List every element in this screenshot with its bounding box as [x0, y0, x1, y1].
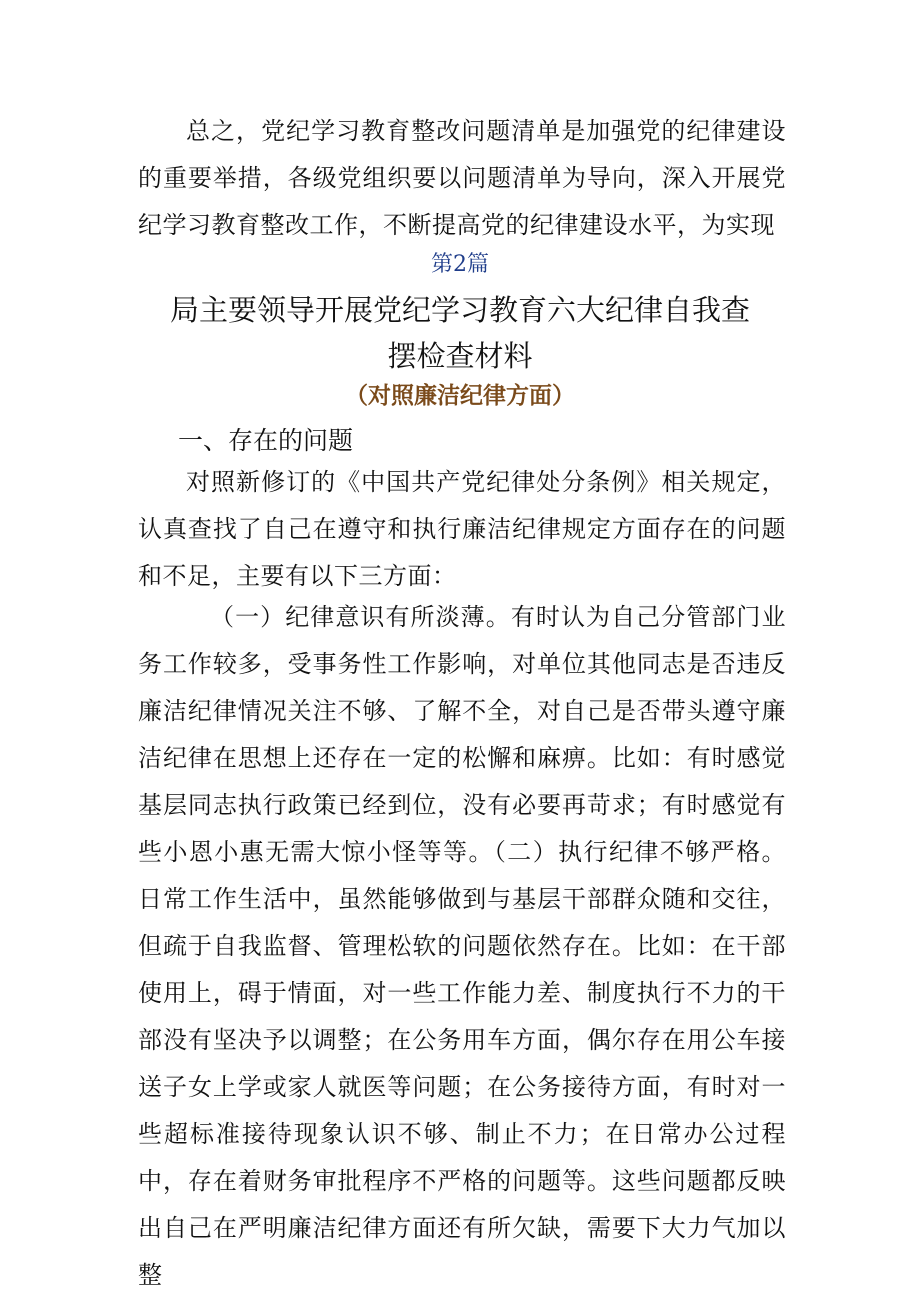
- body-paragraph-2: （一）纪律意识有所淡薄。有时认为自己分管部门业务工作较多，受事务性工作影响，对单位其他同志是否违反廉洁纪律情况关注不够、了解不全，对自己是否带头遵守廉洁纪律在思想上还存在一定的松懈和麻痹。比如：有时感觉基层同志执行政策已经到位，没有必要再苛求；有时感觉有些小恩小惠无需大惊小怪等等。（二）执行纪律不够严格。日常工作生活中，虽然能够做到与基层干部群众随和交往，但疏于自我监督、管理松软的问题依然存在。比如：在干部使用上，碍于情面，对一些工作能力差、制度执行不力的干部没有坚决予以调整；在公务用车方面，偶尔存在用公车接送子女上学或家人就医等问题；在公务接待方面，有时对一些超标准接待现象认识不够、制止不力；在日常办公过程中，存在着财务审批程序不严格的问题等。这些问题都反映出自己在严明廉洁纪律方面还有所欠缺，需要下大力气加以整: [138, 603, 786, 1289]
- intro-paragraph: 总之，党纪学习教育整改问题清单是加强党的纪律建设的重要举措，各级党组织要以问题清单为导向，深入开展党纪学习教育整改工作，不断提高党的纪律建设水平，为实现: [138, 117, 786, 239]
- document-subtitle: （对照廉洁纪律方面）: [345, 382, 575, 409]
- title-line-1: 局主要领导开展党纪学习教育六大纪律自我查: [169, 293, 750, 327]
- section-heading: 一、存在的问题: [178, 426, 354, 455]
- section-number: 第2篇: [431, 252, 489, 277]
- document-title: [150, 287, 770, 379]
- title-line-2: 摆检查材料: [387, 339, 533, 373]
- body-paragraph-1: 对照新修订的《中国共产党纪律处分条例》相关规定，认真查找了自己在遵守和执行廉洁纪律规定方面存在的问题和不足，主要有以下三方面：: [138, 468, 786, 590]
